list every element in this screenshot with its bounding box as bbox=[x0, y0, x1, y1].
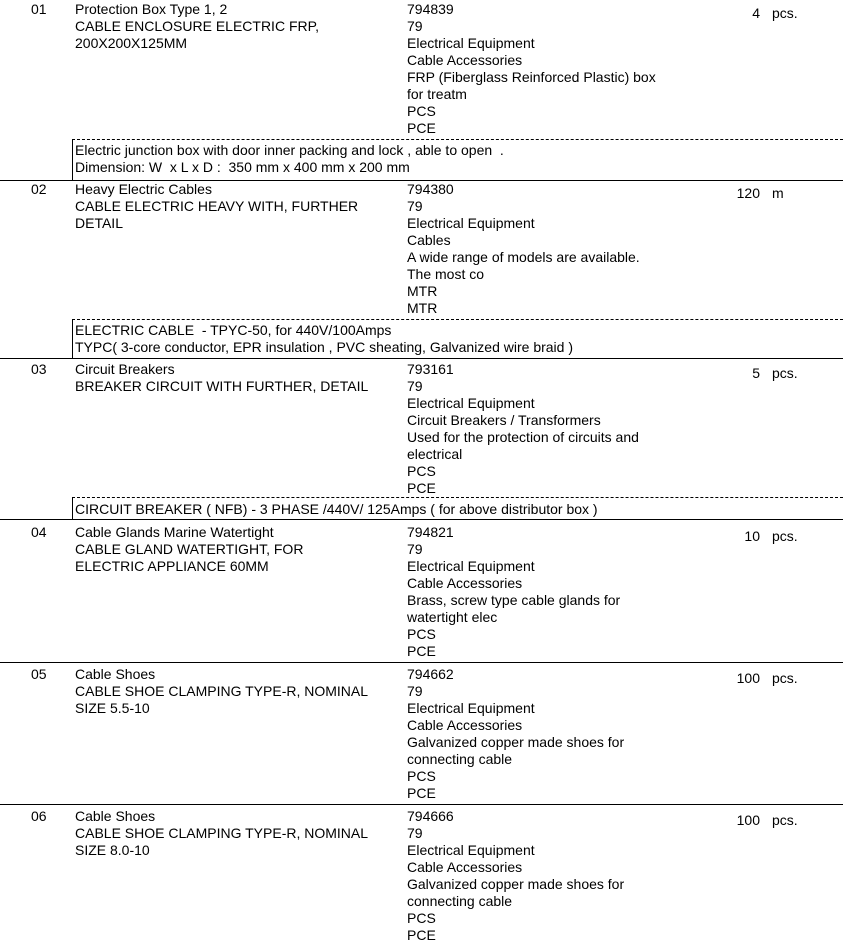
item-detail-line: for treatm bbox=[407, 86, 467, 102]
remark-separator bbox=[72, 319, 843, 320]
remark-left-border bbox=[72, 139, 73, 180]
item-remark: CIRCUIT BREAKER ( NFB) - 3 PHASE /440V/ 125Amps ( for above distributor box ) bbox=[75, 501, 598, 517]
item-detail-line: 793161 bbox=[407, 361, 454, 377]
item-description bbox=[75, 1, 405, 52]
item-unit: pcs. bbox=[772, 670, 798, 686]
item-detail-line: connecting cable bbox=[407, 893, 513, 909]
item-title: Cable Shoes bbox=[75, 808, 156, 824]
item-desc-line: 200X200X125MM bbox=[75, 35, 188, 51]
item-number: 03 bbox=[31, 361, 47, 377]
item-detail-line: electrical bbox=[407, 446, 463, 462]
item-detail-line: 794821 bbox=[407, 524, 454, 540]
item-desc-line: ELECTRIC APPLIANCE 60MM bbox=[75, 558, 269, 574]
item-desc-line: SIZE 8.0-10 bbox=[75, 842, 150, 858]
item-detail-line: PCE bbox=[407, 480, 436, 496]
item-quantity: 120 bbox=[736, 185, 760, 201]
remark-separator bbox=[72, 139, 843, 140]
item-description bbox=[75, 666, 405, 717]
item-detail-line: PCS bbox=[407, 463, 436, 479]
item-quantity: 100 bbox=[736, 670, 760, 686]
item-remark: Electric junction box with door inner packing and lock , able to open . bbox=[75, 142, 504, 158]
remark-left-border bbox=[72, 497, 73, 519]
item-detail-line: 794666 bbox=[407, 808, 454, 824]
item-remark: ELECTRIC CABLE - TPYC-50, for 440V/100Amps bbox=[75, 322, 392, 338]
item-separator bbox=[0, 519, 843, 520]
item-detail-line: PCE bbox=[407, 927, 436, 943]
item-number: 05 bbox=[31, 666, 47, 682]
item-title: Cable Glands Marine Watertight bbox=[75, 524, 274, 540]
remark-separator bbox=[72, 497, 843, 498]
item-details bbox=[407, 666, 727, 802]
item-detail-line: connecting cable bbox=[407, 751, 513, 767]
item-number: 01 bbox=[31, 1, 47, 17]
item-number: 04 bbox=[31, 524, 47, 540]
item-desc-line: CABLE GLAND WATERTIGHT, FOR bbox=[75, 541, 304, 557]
item-details bbox=[407, 524, 727, 660]
item-unit: pcs. bbox=[772, 812, 798, 828]
item-unit: pcs. bbox=[772, 365, 798, 381]
item-detail-line: Electrical Equipment bbox=[407, 700, 535, 716]
item-unit: pcs. bbox=[772, 528, 798, 544]
item-detail-line: Cable Accessories bbox=[407, 717, 523, 733]
item-desc-line: CABLE ELECTRIC HEAVY WITH, FURTHER bbox=[75, 198, 359, 214]
item-remark: TYPC( 3-core conductor, EPR insulation , PVC sheating, Galvanized wire braid ) bbox=[75, 339, 574, 355]
item-detail-line: A wide range of models are available. bbox=[407, 249, 640, 265]
item-detail-line: 794662 bbox=[407, 666, 454, 682]
item-details bbox=[407, 181, 727, 317]
item-detail-line: 794380 bbox=[407, 181, 454, 197]
item-unit: m bbox=[772, 185, 784, 201]
item-detail-line: PCS bbox=[407, 103, 436, 119]
item-desc-line: SIZE 5.5-10 bbox=[75, 700, 150, 716]
item-detail-line: PCE bbox=[407, 643, 436, 659]
item-detail-line: MTR bbox=[407, 283, 438, 299]
item-detail-line: MTR bbox=[407, 300, 438, 316]
item-detail-line: Galvanized copper made shoes for bbox=[407, 734, 625, 750]
item-separator bbox=[0, 662, 843, 663]
item-unit: pcs. bbox=[772, 5, 798, 21]
item-desc-line: BREAKER CIRCUIT WITH FURTHER, DETAIL bbox=[75, 378, 369, 394]
item-desc-line: DETAIL bbox=[75, 215, 123, 231]
item-title: Heavy Electric Cables bbox=[75, 181, 212, 197]
item-desc-line: CABLE SHOE CLAMPING TYPE-R, NOMINAL bbox=[75, 825, 369, 841]
item-detail-line: Circuit Breakers / Transformers bbox=[407, 412, 601, 428]
item-separator bbox=[0, 358, 843, 359]
item-description bbox=[75, 524, 405, 575]
item-detail-line: Used for the protection of circuits and bbox=[407, 429, 639, 445]
remark-left-border bbox=[72, 319, 73, 358]
item-description bbox=[75, 808, 405, 859]
item-detail-line: Galvanized copper made shoes for bbox=[407, 876, 625, 892]
item-remark: Dimension: W x L x D : 350 mm x 400 mm x 200 mm bbox=[75, 159, 410, 175]
item-detail-line: Cables bbox=[407, 232, 451, 248]
item-details bbox=[407, 361, 727, 497]
item-number: 06 bbox=[31, 808, 47, 824]
item-detail-line: PCS bbox=[407, 626, 436, 642]
item-detail-line: 79 bbox=[407, 198, 423, 214]
item-quantity: 5 bbox=[752, 365, 760, 381]
item-detail-line: 79 bbox=[407, 541, 423, 557]
item-detail-line: PCS bbox=[407, 768, 436, 784]
item-detail-line: 79 bbox=[407, 683, 423, 699]
item-detail-line: PCS bbox=[407, 910, 436, 926]
item-desc-line: CABLE SHOE CLAMPING TYPE-R, NOMINAL bbox=[75, 683, 369, 699]
item-title: Protection Box Type 1, 2 bbox=[75, 1, 228, 17]
item-detail-line: Cable Accessories bbox=[407, 52, 523, 68]
item-detail-line: Electrical Equipment bbox=[407, 395, 535, 411]
item-title: Circuit Breakers bbox=[75, 361, 175, 377]
item-separator bbox=[0, 804, 843, 805]
item-details bbox=[407, 808, 727, 944]
item-quantity: 10 bbox=[744, 528, 760, 544]
item-detail-line: Brass, screw type cable glands for bbox=[407, 592, 621, 608]
item-title: Cable Shoes bbox=[75, 666, 156, 682]
item-detail-line: Electrical Equipment bbox=[407, 215, 535, 231]
item-quantity: 100 bbox=[736, 812, 760, 828]
item-detail-line: The most co bbox=[407, 266, 485, 282]
item-detail-line: FRP (Fiberglass Reinforced Plastic) box bbox=[407, 69, 656, 85]
item-detail-line: watertight elec bbox=[407, 609, 498, 625]
item-detail-line: 794839 bbox=[407, 1, 454, 17]
item-detail-line: Cable Accessories bbox=[407, 859, 523, 875]
item-desc-line: CABLE ENCLOSURE ELECTRIC FRP, bbox=[75, 18, 320, 34]
item-details bbox=[407, 1, 727, 137]
item-detail-line: Cable Accessories bbox=[407, 575, 523, 591]
item-detail-line: Electrical Equipment bbox=[407, 842, 535, 858]
item-detail-line: Electrical Equipment bbox=[407, 558, 535, 574]
item-quantity: 4 bbox=[752, 5, 760, 21]
item-detail-line: PCE bbox=[407, 120, 436, 136]
item-number: 02 bbox=[31, 181, 47, 197]
item-detail-line: 79 bbox=[407, 18, 423, 34]
item-detail-line: Electrical Equipment bbox=[407, 35, 535, 51]
item-detail-line: PCE bbox=[407, 785, 436, 801]
item-detail-line: 79 bbox=[407, 825, 423, 841]
item-description bbox=[75, 361, 405, 395]
item-detail-line: 79 bbox=[407, 378, 423, 394]
item-description bbox=[75, 181, 405, 232]
